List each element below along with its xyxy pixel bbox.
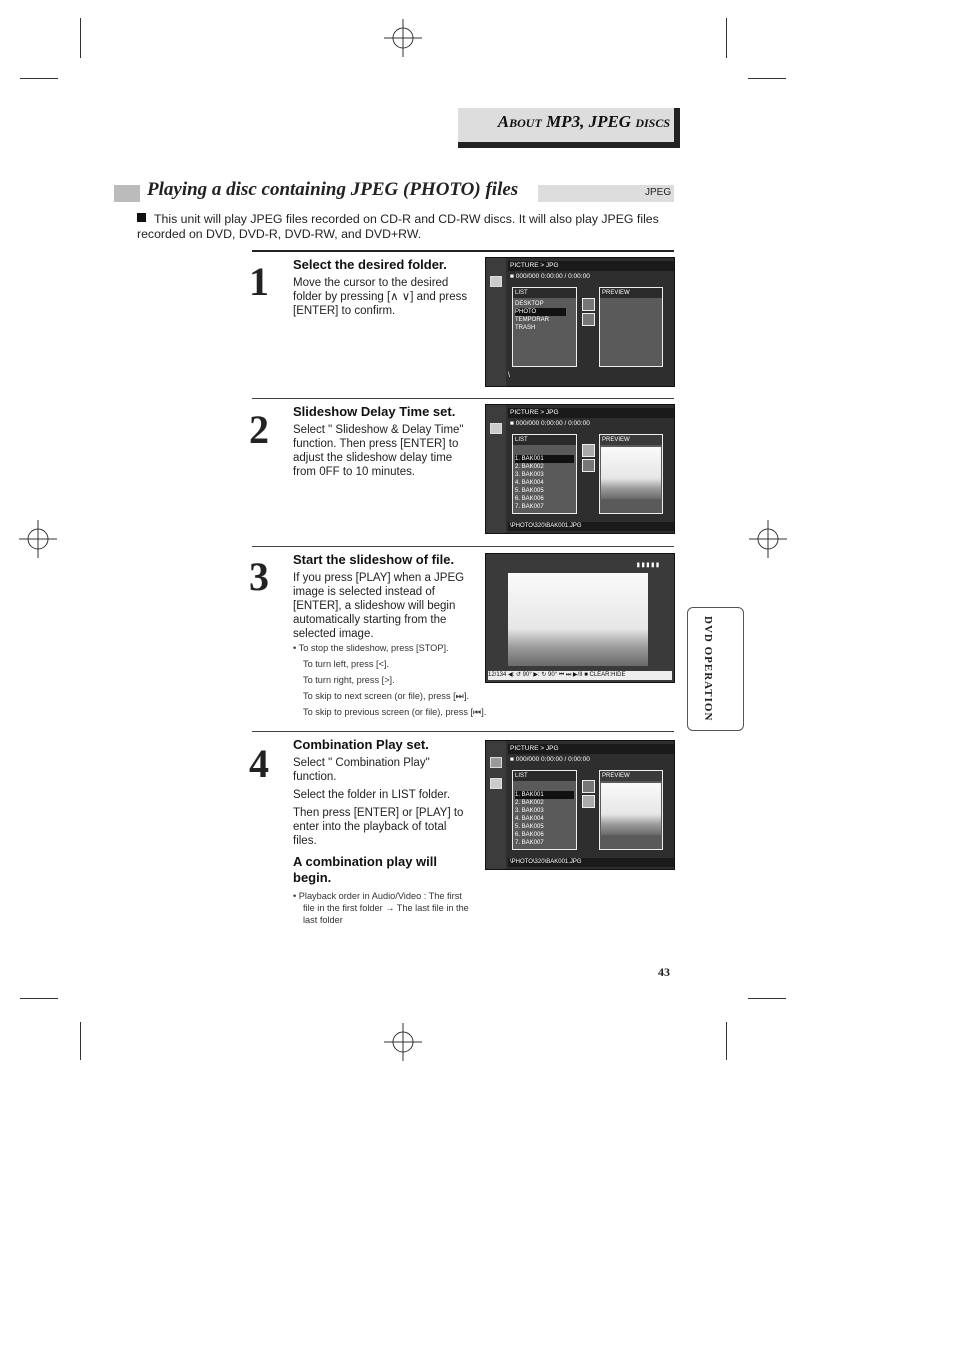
list-item[interactable]: 6. BAK006 — [515, 832, 544, 838]
preview-label: PREVIEW — [600, 288, 662, 298]
step-text: Select the folder in LIST folder. — [293, 789, 451, 801]
step-3 — [293, 553, 473, 641]
slideshow-icon[interactable] — [582, 444, 595, 457]
step-text: If you press [PLAY] when a JPEG image is selected instead of [ENTER], a slideshow will begin automatically starting from the selected image. — [293, 572, 465, 640]
preview-label: PREVIEW — [600, 771, 662, 781]
screen-slideshow-delay — [485, 404, 675, 534]
header-mp3-jpeg: MP3, JPEG — [546, 112, 632, 131]
rule — [252, 250, 674, 252]
screen-header: PICTURE > JPG — [508, 744, 674, 754]
step-4 — [293, 738, 473, 926]
combination-icon[interactable] — [582, 313, 595, 326]
preview-panel — [599, 770, 663, 850]
header-a: A — [497, 112, 510, 131]
rule — [252, 398, 674, 399]
picture-icon — [490, 423, 502, 434]
preview-photo — [601, 783, 661, 835]
list-item[interactable]: TRASH — [515, 325, 536, 331]
rule — [252, 546, 674, 547]
registration-mark-top — [384, 19, 422, 57]
screen-path: \PHOTO\320\BAK001.JPG — [508, 858, 674, 867]
preview-photo — [601, 447, 661, 499]
list-item[interactable]: 3. BAK003 — [515, 472, 544, 478]
list-label: LIST — [513, 771, 576, 781]
section-tag: JPEG — [645, 187, 672, 198]
screen-slideshow — [485, 553, 675, 683]
list-item[interactable]: 7. BAK007 — [515, 504, 544, 510]
step-1 — [293, 258, 473, 318]
screen-time: ■ 000/000 0:00:00 / 0:00:00 — [510, 273, 590, 280]
list-item[interactable]: 7. BAK007 — [515, 840, 544, 846]
preview-panel — [599, 287, 663, 367]
movie-icon — [490, 757, 502, 768]
step-number: 2 — [249, 407, 269, 452]
step-heading: Combination Play set. — [293, 737, 429, 752]
note-line: • To stop the slideshow, press [STOP]. — [293, 643, 449, 653]
list-item[interactable]: TEMPORAR — [515, 317, 550, 323]
side-tab — [687, 607, 744, 731]
step-number: 1 — [249, 259, 269, 304]
note-line: To turn right, press [>]. — [303, 675, 395, 685]
screen-path: \PHOTO\320\BAK001.JPG — [508, 522, 674, 531]
step-number: 4 — [249, 741, 269, 786]
registration-mark-right — [749, 520, 787, 558]
list-item[interactable]: 1. BAK001 — [515, 791, 574, 799]
list-item[interactable]: 3. BAK003 — [515, 808, 544, 814]
list-item[interactable]: 1. BAK001 — [515, 455, 574, 463]
chapter-header — [458, 108, 680, 148]
list-item[interactable]: 4. BAK004 — [515, 816, 544, 822]
preview-label: PREVIEW — [600, 435, 662, 445]
note-line: • Playback order in Audio/Video : The first file in the first folder → The last file in the last folder — [293, 891, 469, 925]
step-heading: Start the slideshow of file. — [293, 552, 455, 567]
list-panel — [512, 770, 577, 850]
slideshow-indicator: ▮▮▮▮▮ — [635, 560, 660, 569]
list-item[interactable]: DESKTOP — [515, 301, 544, 307]
list-item[interactable]: 5. BAK005 — [515, 824, 544, 830]
list-item[interactable]: 5. BAK005 — [515, 488, 544, 494]
step-number: 3 — [249, 554, 269, 599]
screen-time: ■ 000/000 0:00:00 / 0:00:00 — [510, 756, 590, 763]
registration-mark-bottom — [384, 1023, 422, 1061]
preview-panel — [599, 434, 663, 514]
screen-folder-list — [485, 257, 675, 387]
step-subheading: A combination play will begin. — [293, 854, 437, 885]
page-number: 43 — [658, 965, 670, 979]
rule — [252, 731, 674, 732]
intro-paragraph — [137, 212, 677, 242]
header-bout: BOUT — [509, 116, 542, 130]
list-item[interactable]: PHOTO — [515, 308, 566, 316]
intro-text: This unit will play JPEG files recorded on CD-R and CD-RW discs. It will also play JPEG files recorded on DVD, DVD-R, DVD-RW, and DVD+RW. — [137, 212, 659, 241]
path-backslash: \ — [508, 372, 510, 379]
step-heading: Select the desired folder. — [293, 257, 447, 272]
side-tab-label: DVD OPERATION — [702, 616, 714, 722]
bullet-square — [137, 213, 146, 222]
list-panel — [512, 434, 577, 514]
slideshow-control-bar: 12/134 ◀: ↺ 90° ▶: ↻ 90° ⏮ ⏭ ▶/II ■ CLEAR:HIDE — [488, 671, 672, 680]
list-item[interactable]: 2. BAK002 — [515, 800, 544, 806]
note-line: To skip to previous screen (or file), press [⏮]. — [303, 707, 487, 717]
list-item[interactable]: 4. BAK004 — [515, 480, 544, 486]
list-label: LIST — [513, 435, 576, 445]
picture-icon — [490, 778, 502, 789]
step-text: Then press [ENTER] or [PLAY] to enter into the playback of total files. — [293, 807, 464, 847]
list-item[interactable]: 2. BAK002 — [515, 464, 544, 470]
screen-combination-play — [485, 740, 675, 870]
slideshow-icon[interactable] — [582, 780, 595, 793]
combination-icon[interactable] — [582, 459, 595, 472]
header-discs: DISCS — [635, 116, 670, 130]
list-item[interactable]: 6. BAK006 — [515, 496, 544, 502]
step-text: Select " Slideshow & Delay Time" function. Then press [ENTER] to adjust the slideshow delay time from 0FF to 10 minutes. — [293, 424, 464, 478]
screen-header: PICTURE > JPG — [508, 261, 674, 271]
note-line: To turn left, press [<]. — [303, 659, 390, 669]
step-text: Select " Combination Play" function. — [293, 757, 430, 783]
step-2 — [293, 405, 473, 479]
slideshow-photo — [508, 573, 648, 666]
step-text: Move the cursor to the desired folder by pressing [∧ ∨] and press [ENTER] to confirm. — [293, 277, 468, 317]
screen-header: PICTURE > JPG — [508, 408, 674, 418]
list-label: LIST — [513, 288, 576, 298]
slideshow-icon[interactable] — [582, 298, 595, 311]
screen-time: ■ 000/000 0:00:00 / 0:00:00 — [510, 420, 590, 427]
list-panel — [512, 287, 577, 367]
note-line: To skip to next screen (or file), press [⏭]. — [303, 691, 470, 701]
picture-icon — [490, 276, 502, 287]
section-title: Playing a disc containing JPEG (PHOTO) files — [147, 179, 519, 200]
combination-icon[interactable] — [582, 795, 595, 808]
step-heading: Slideshow Delay Time set. — [293, 404, 456, 419]
title-pill — [114, 185, 140, 202]
registration-mark-left — [19, 520, 57, 558]
